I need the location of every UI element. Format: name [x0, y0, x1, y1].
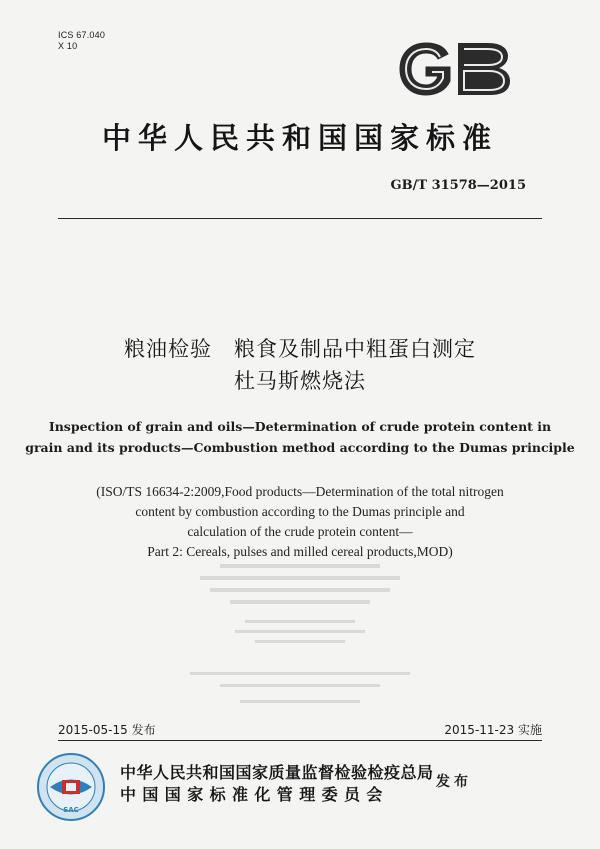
english-title-line1: Inspection of grain and oils—Determination of crude protein content in — [48, 419, 552, 434]
iso-reference-line1: (ISO/TS 16634-2:2009,Food products—Determination of the total nitrogen — [96, 484, 504, 499]
implementation-date — [444, 721, 542, 738]
issue-date-value: 2015-05-15 — [58, 723, 128, 737]
gb-logo — [396, 40, 514, 98]
issue-date — [58, 721, 156, 738]
publish-label: 发布 — [436, 774, 472, 790]
standard-type-heading: 中华人民共和国国家标准 — [101, 121, 498, 155]
standard-number: GB/T 31578—2015 — [390, 178, 526, 193]
english-title-line2: grain and its products—Combustion method according to the Dumas principle — [25, 440, 575, 455]
issuer-line1: 中华人民共和国国家质量监督检验检疫总局 — [120, 763, 434, 782]
show-through-texture — [160, 560, 440, 710]
iso-reference-line2: content by combustion according to the Dumas principle and — [135, 504, 465, 519]
implementation-date-value: 2015-11-23 — [444, 723, 515, 737]
ccs-code: X 10 — [58, 41, 78, 51]
footer-divider — [58, 740, 542, 741]
implementation-date-label: 实施 — [517, 723, 542, 737]
issue-date-label: 发布 — [131, 723, 156, 737]
chinese-title-line1: 粮油检验 粮食及制品中粗蛋白测定 — [124, 337, 476, 361]
header-divider — [58, 218, 542, 219]
sac-seal-icon — [36, 752, 106, 822]
chinese-title-line2: 杜马斯燃烧法 — [234, 369, 366, 393]
ics-code: ICS 67.040 — [58, 30, 106, 40]
seal-text: SAC — [63, 806, 79, 814]
classification-codes — [58, 30, 105, 52]
iso-reference-line4: Part 2: Cereals, pulses and milled cereal products,MOD) — [147, 544, 453, 559]
iso-reference-line3: calculation of the crude protein content— — [187, 524, 413, 539]
issuer-line2: 中国国家标准化管理委员会 — [120, 785, 389, 804]
